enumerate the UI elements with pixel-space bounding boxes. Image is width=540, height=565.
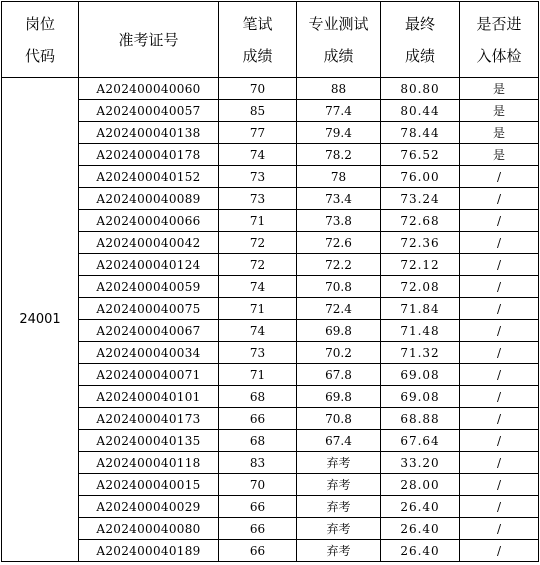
table-header <box>2 2 539 78</box>
cell-written-score: 74 <box>219 320 297 342</box>
cell-exam-id: A202400040118 <box>79 452 219 474</box>
cell-final-score: 72.08 <box>381 276 460 298</box>
cell-professional-score: 67.4 <box>297 430 381 452</box>
cell-exam-id: A202400040189 <box>79 540 219 562</box>
cell-professional-score: 67.8 <box>297 364 381 386</box>
cell-final-score: 71.32 <box>381 342 460 364</box>
table-row <box>2 386 539 408</box>
cell-written-score: 70 <box>219 78 297 100</box>
table-row <box>2 474 539 496</box>
cell-medical-check: / <box>460 408 539 430</box>
cell-exam-id: A202400040067 <box>79 320 219 342</box>
cell-professional-score: 弃考 <box>297 474 381 496</box>
table-row <box>2 188 539 210</box>
cell-medical-check: 是 <box>460 100 539 122</box>
header-written-score: 笔试 成绩 <box>219 2 297 78</box>
cell-professional-score: 78 <box>297 166 381 188</box>
cell-final-score: 72.68 <box>381 210 460 232</box>
cell-exam-id: A202400040029 <box>79 496 219 518</box>
cell-final-score: 67.64 <box>381 430 460 452</box>
cell-medical-check: 是 <box>460 144 539 166</box>
cell-final-score: 76.00 <box>381 166 460 188</box>
cell-professional-score: 72.6 <box>297 232 381 254</box>
cell-written-score: 77 <box>219 122 297 144</box>
cell-written-score: 68 <box>219 430 297 452</box>
cell-exam-id: A202400040057 <box>79 100 219 122</box>
cell-exam-id: A202400040124 <box>79 254 219 276</box>
header-medical-check: 是否进 入体检 <box>460 2 539 78</box>
cell-post-code: 24001 <box>2 78 79 562</box>
cell-medical-check: / <box>460 342 539 364</box>
cell-medical-check: / <box>460 540 539 562</box>
cell-medical-check: / <box>460 254 539 276</box>
table-row <box>2 298 539 320</box>
header-professional-score: 专业测试 成绩 <box>297 2 381 78</box>
cell-exam-id: A202400040060 <box>79 78 219 100</box>
cell-professional-score: 72.2 <box>297 254 381 276</box>
cell-medical-check: / <box>460 496 539 518</box>
cell-professional-score: 69.8 <box>297 320 381 342</box>
cell-professional-score: 77.4 <box>297 100 381 122</box>
cell-exam-id: A202400040059 <box>79 276 219 298</box>
table-row <box>2 166 539 188</box>
cell-written-score: 66 <box>219 518 297 540</box>
cell-written-score: 85 <box>219 100 297 122</box>
cell-professional-score: 79.4 <box>297 122 381 144</box>
cell-professional-score: 72.4 <box>297 298 381 320</box>
cell-final-score: 73.24 <box>381 188 460 210</box>
cell-exam-id: A202400040089 <box>79 188 219 210</box>
table-row <box>2 408 539 430</box>
cell-exam-id: A202400040075 <box>79 298 219 320</box>
cell-professional-score: 70.2 <box>297 342 381 364</box>
table-row <box>2 122 539 144</box>
header-row <box>2 2 539 78</box>
cell-medical-check: / <box>460 430 539 452</box>
table-row <box>2 100 539 122</box>
cell-medical-check: 是 <box>460 78 539 100</box>
cell-final-score: 80.44 <box>381 100 460 122</box>
table-row <box>2 342 539 364</box>
cell-written-score: 72 <box>219 254 297 276</box>
table-row <box>2 144 539 166</box>
cell-written-score: 73 <box>219 188 297 210</box>
cell-exam-id: A202400040173 <box>79 408 219 430</box>
cell-exam-id: A202400040042 <box>79 232 219 254</box>
cell-exam-id: A202400040066 <box>79 210 219 232</box>
cell-final-score: 28.00 <box>381 474 460 496</box>
cell-medical-check: / <box>460 364 539 386</box>
cell-final-score: 76.52 <box>381 144 460 166</box>
cell-professional-score: 70.8 <box>297 408 381 430</box>
cell-written-score: 66 <box>219 496 297 518</box>
cell-medical-check: / <box>460 518 539 540</box>
cell-medical-check: / <box>460 210 539 232</box>
cell-written-score: 73 <box>219 342 297 364</box>
cell-final-score: 26.40 <box>381 540 460 562</box>
cell-written-score: 74 <box>219 276 297 298</box>
cell-exam-id: A202400040178 <box>79 144 219 166</box>
cell-exam-id: A202400040034 <box>79 342 219 364</box>
cell-exam-id: A202400040138 <box>79 122 219 144</box>
cell-exam-id: A202400040152 <box>79 166 219 188</box>
cell-professional-score: 73.8 <box>297 210 381 232</box>
cell-medical-check: / <box>460 320 539 342</box>
cell-medical-check: / <box>460 474 539 496</box>
table-body <box>2 78 539 562</box>
cell-medical-check: / <box>460 276 539 298</box>
cell-exam-id: A202400040135 <box>79 430 219 452</box>
results-table <box>1 1 539 562</box>
table-row <box>2 254 539 276</box>
cell-final-score: 69.08 <box>381 364 460 386</box>
cell-written-score: 83 <box>219 452 297 474</box>
header-final-score: 最终 成绩 <box>381 2 460 78</box>
table-row <box>2 452 539 474</box>
table-row <box>2 276 539 298</box>
cell-written-score: 68 <box>219 386 297 408</box>
cell-written-score: 70 <box>219 474 297 496</box>
cell-professional-score: 88 <box>297 78 381 100</box>
cell-written-score: 66 <box>219 540 297 562</box>
cell-professional-score: 弃考 <box>297 496 381 518</box>
cell-final-score: 72.12 <box>381 254 460 276</box>
cell-final-score: 78.44 <box>381 122 460 144</box>
cell-written-score: 71 <box>219 298 297 320</box>
cell-final-score: 80.80 <box>381 78 460 100</box>
cell-medical-check: / <box>460 166 539 188</box>
table-row <box>2 430 539 452</box>
cell-exam-id: A202400040071 <box>79 364 219 386</box>
cell-medical-check: / <box>460 452 539 474</box>
table-row <box>2 320 539 342</box>
cell-professional-score: 78.2 <box>297 144 381 166</box>
cell-written-score: 73 <box>219 166 297 188</box>
table-row <box>2 78 539 100</box>
cell-professional-score: 弃考 <box>297 452 381 474</box>
cell-professional-score: 70.8 <box>297 276 381 298</box>
cell-medical-check: / <box>460 232 539 254</box>
cell-medical-check: / <box>460 386 539 408</box>
cell-exam-id: A202400040080 <box>79 518 219 540</box>
cell-final-score: 71.48 <box>381 320 460 342</box>
cell-professional-score: 69.8 <box>297 386 381 408</box>
cell-final-score: 26.40 <box>381 496 460 518</box>
table-row <box>2 496 539 518</box>
cell-final-score: 26.40 <box>381 518 460 540</box>
cell-medical-check: 是 <box>460 122 539 144</box>
cell-medical-check: / <box>460 188 539 210</box>
cell-medical-check: / <box>460 298 539 320</box>
header-exam-id: 准考证号 <box>79 2 219 78</box>
cell-written-score: 74 <box>219 144 297 166</box>
table-row <box>2 540 539 562</box>
cell-final-score: 71.84 <box>381 298 460 320</box>
cell-exam-id: A202400040101 <box>79 386 219 408</box>
cell-written-score: 72 <box>219 232 297 254</box>
cell-final-score: 68.88 <box>381 408 460 430</box>
table-row <box>2 364 539 386</box>
cell-professional-score: 73.4 <box>297 188 381 210</box>
cell-final-score: 69.08 <box>381 386 460 408</box>
cell-professional-score: 弃考 <box>297 518 381 540</box>
cell-professional-score: 弃考 <box>297 540 381 562</box>
header-post-code: 岗位 代码 <box>2 2 79 78</box>
table-row <box>2 518 539 540</box>
cell-written-score: 66 <box>219 408 297 430</box>
table-row <box>2 232 539 254</box>
cell-final-score: 72.36 <box>381 232 460 254</box>
table-row <box>2 210 539 232</box>
cell-exam-id: A202400040015 <box>79 474 219 496</box>
cell-written-score: 71 <box>219 210 297 232</box>
cell-final-score: 33.20 <box>381 452 460 474</box>
cell-written-score: 71 <box>219 364 297 386</box>
